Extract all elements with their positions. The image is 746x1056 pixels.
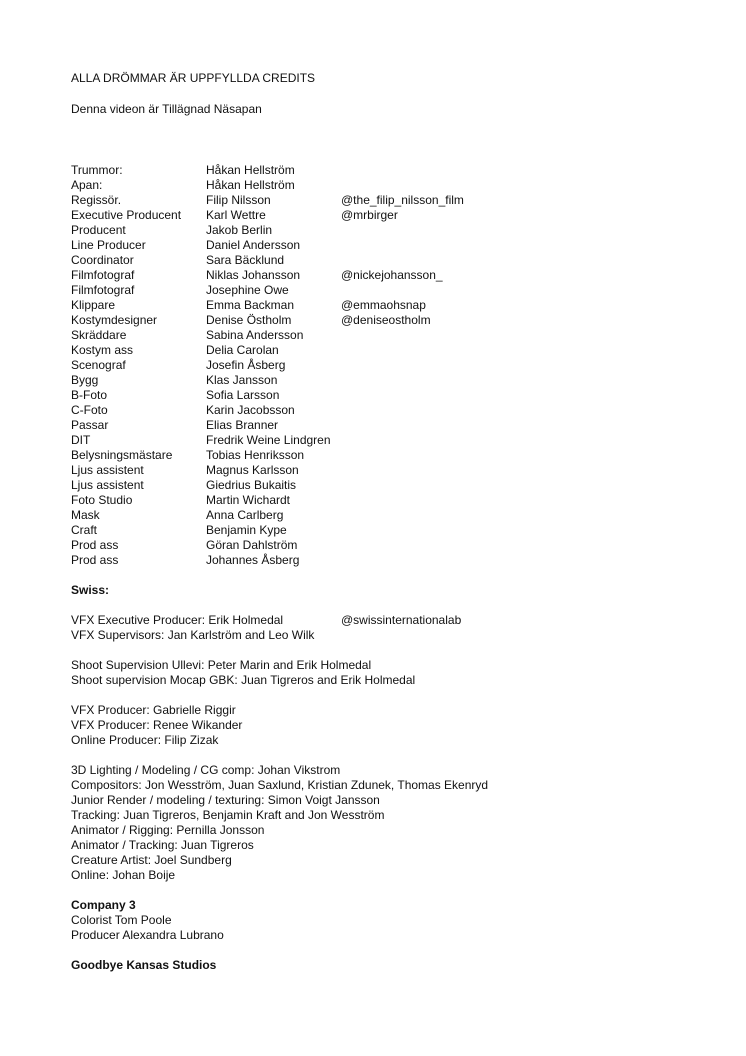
credit-name: Jakob Berlin <box>206 223 273 237</box>
credit-name: Sabina Andersson <box>206 328 304 342</box>
credit-role: Skräddare <box>71 328 127 342</box>
swiss-heading: Swiss: <box>71 583 110 597</box>
credit-role: Scenograf <box>71 358 126 372</box>
credit-handle: @deniseostholm <box>341 313 431 327</box>
credits-list <box>71 163 711 568</box>
credit-role: Mask <box>71 508 100 522</box>
credit-handle: @mrbirger <box>341 208 398 222</box>
credit-name: Filip Nilsson <box>206 193 271 207</box>
crew-line: Animator / Tracking: Juan Tigreros <box>71 838 254 852</box>
credit-name: Giedrius Bukaitis <box>206 478 297 492</box>
credit-row <box>71 538 711 553</box>
credit-name: Fredrik Weine Lindgren <box>206 433 331 447</box>
credit-name: Håkan Hellström <box>206 178 295 192</box>
credit-row <box>71 268 711 283</box>
credit-role: Filmfotograf <box>71 283 135 297</box>
credit-name: Niklas Johansson <box>206 268 301 282</box>
credit-role: Line Producer <box>71 238 146 252</box>
goodbye-kansas-section <box>71 958 711 973</box>
company3-line: Producer Alexandra Lubrano <box>71 928 224 942</box>
crew-line: Tracking: Juan Tigreros, Benjamin Kraft and Jon Wesström <box>71 808 385 822</box>
swiss-section <box>71 583 711 883</box>
credit-name: Martin Wichardt <box>206 493 291 507</box>
credit-role: Passar <box>71 418 109 432</box>
credit-role: Prod ass <box>71 538 119 552</box>
credit-row <box>71 178 711 193</box>
credit-row <box>71 343 711 358</box>
credit-role: Klippare <box>71 298 116 312</box>
credit-row <box>71 238 711 253</box>
credit-handle: @nickejohansson_ <box>341 268 443 282</box>
credit-name: Anna Carlberg <box>206 508 284 522</box>
vfx-executive-producer: VFX Executive Producer: Erik Holmedal <box>71 613 284 627</box>
credit-role: DIT <box>71 433 91 447</box>
credit-handle: @the_filip_nilsson_film <box>341 193 464 207</box>
credit-role: Prod ass <box>71 553 119 567</box>
credit-role: C-Foto <box>71 403 108 417</box>
credit-row <box>71 163 711 178</box>
credit-role: Filmfotograf <box>71 268 135 282</box>
credit-name: Håkan Hellström <box>206 163 295 177</box>
producer-line: VFX Producer: Renee Wikander <box>71 718 243 732</box>
credit-role: Kostymdesigner <box>71 313 158 327</box>
producer-line: VFX Producer: Gabrielle Riggir <box>71 703 236 717</box>
credit-name: Daniel Andersson <box>206 238 301 252</box>
credit-name: Karin Jacobsson <box>206 403 295 417</box>
credit-role: Executive Producent <box>71 208 182 222</box>
credit-name: Josefin Åsberg <box>206 358 286 372</box>
credit-role: Belysningsmästare <box>71 448 173 462</box>
credit-role: Bygg <box>71 373 99 387</box>
crew-line: Compositors: Jon Wesström, Juan Saxlund, Kristian Zdunek, Thomas Ekenryd <box>71 778 489 792</box>
credit-role: Foto Studio <box>71 493 133 507</box>
producer-line: Online Producer: Filip Zizak <box>71 733 219 747</box>
credit-name: Göran Dahlström <box>206 538 298 552</box>
credit-role: Trummor: <box>71 163 123 177</box>
credit-row <box>71 253 711 268</box>
credit-row <box>71 478 711 493</box>
crew-line: Junior Render / modeling / texturing: Simon Voigt Jansson <box>71 793 380 807</box>
credit-row <box>71 403 711 418</box>
crew-line: Creature Artist: Joel Sundberg <box>71 853 232 867</box>
credit-name: Karl Wettre <box>206 208 266 222</box>
credit-name: Josephine Owe <box>206 283 289 297</box>
credit-row <box>71 193 711 208</box>
vfx-supervisors: VFX Supervisors: Jan Karlström and Leo Wilk <box>71 628 315 642</box>
credit-row <box>71 388 711 403</box>
company3-heading: Company 3 <box>71 898 136 912</box>
credit-row <box>71 313 711 328</box>
credit-name: Sofia Larsson <box>206 388 280 402</box>
credit-name: Benjamin Kype <box>206 523 287 537</box>
credit-name: Tobias Henriksson <box>206 448 305 462</box>
credit-row <box>71 208 711 223</box>
credit-name: Elias Branner <box>206 418 279 432</box>
credit-name: Emma Backman <box>206 298 295 312</box>
credit-name: Delia Carolan <box>206 343 279 357</box>
credit-row <box>71 373 711 388</box>
shoot-supervision-ullevi: Shoot Supervision Ullevi: Peter Marin and Erik Holmedal <box>71 658 372 672</box>
dedication: Denna videon är Tillägnad Näsapan <box>71 102 262 116</box>
crew-line: Online: Johan Boije <box>71 868 176 882</box>
credit-role: Ljus assistent <box>71 478 144 492</box>
credit-name: Denise Östholm <box>206 313 292 327</box>
credit-role: Craft <box>71 523 98 537</box>
credit-row <box>71 508 711 523</box>
document-page <box>71 71 711 973</box>
credit-name: Johannes Åsberg <box>206 553 300 567</box>
credit-row <box>71 463 711 478</box>
credit-handle: @emmaohsnap <box>341 298 426 312</box>
crew-line: 3D Lighting / Modeling / CG comp: Johan Vikstrom <box>71 763 341 777</box>
credit-row <box>71 358 711 373</box>
credit-name: Klas Jansson <box>206 373 278 387</box>
credit-row <box>71 493 711 508</box>
credit-name: Sara Bäcklund <box>206 253 285 267</box>
credit-role: Kostym ass <box>71 343 134 357</box>
credit-row <box>71 223 711 238</box>
document-title: ALLA DRÖMMAR ÄR UPPFYLLDA CREDITS <box>71 71 316 85</box>
credit-row <box>71 298 711 313</box>
credit-role: Apan: <box>71 178 103 192</box>
goodbye-kansas-heading: Goodbye Kansas Studios <box>71 958 217 972</box>
credit-name: Magnus Karlsson <box>206 463 299 477</box>
credit-role: B-Foto <box>71 388 108 402</box>
credit-row <box>71 328 711 343</box>
credit-role: Coordinator <box>71 253 134 267</box>
credit-row <box>71 418 711 433</box>
credit-row <box>71 433 711 448</box>
credit-role: Producent <box>71 223 126 237</box>
credit-role: Ljus assistent <box>71 463 144 477</box>
crew-line: Animator / Rigging: Pernilla Jonsson <box>71 823 265 837</box>
shoot-supervision-gbk: Shoot supervision Mocap GBK: Juan Tigreros and Erik Holmedal <box>71 673 416 687</box>
credit-row <box>71 283 711 298</box>
credit-row <box>71 523 711 538</box>
swiss-handle: @swissinternationalab <box>341 613 462 627</box>
company3-section <box>71 898 711 943</box>
credit-row <box>71 553 711 568</box>
company3-line: Colorist Tom Poole <box>71 913 172 927</box>
credit-row <box>71 448 711 463</box>
credit-role: Regissör. <box>71 193 122 207</box>
